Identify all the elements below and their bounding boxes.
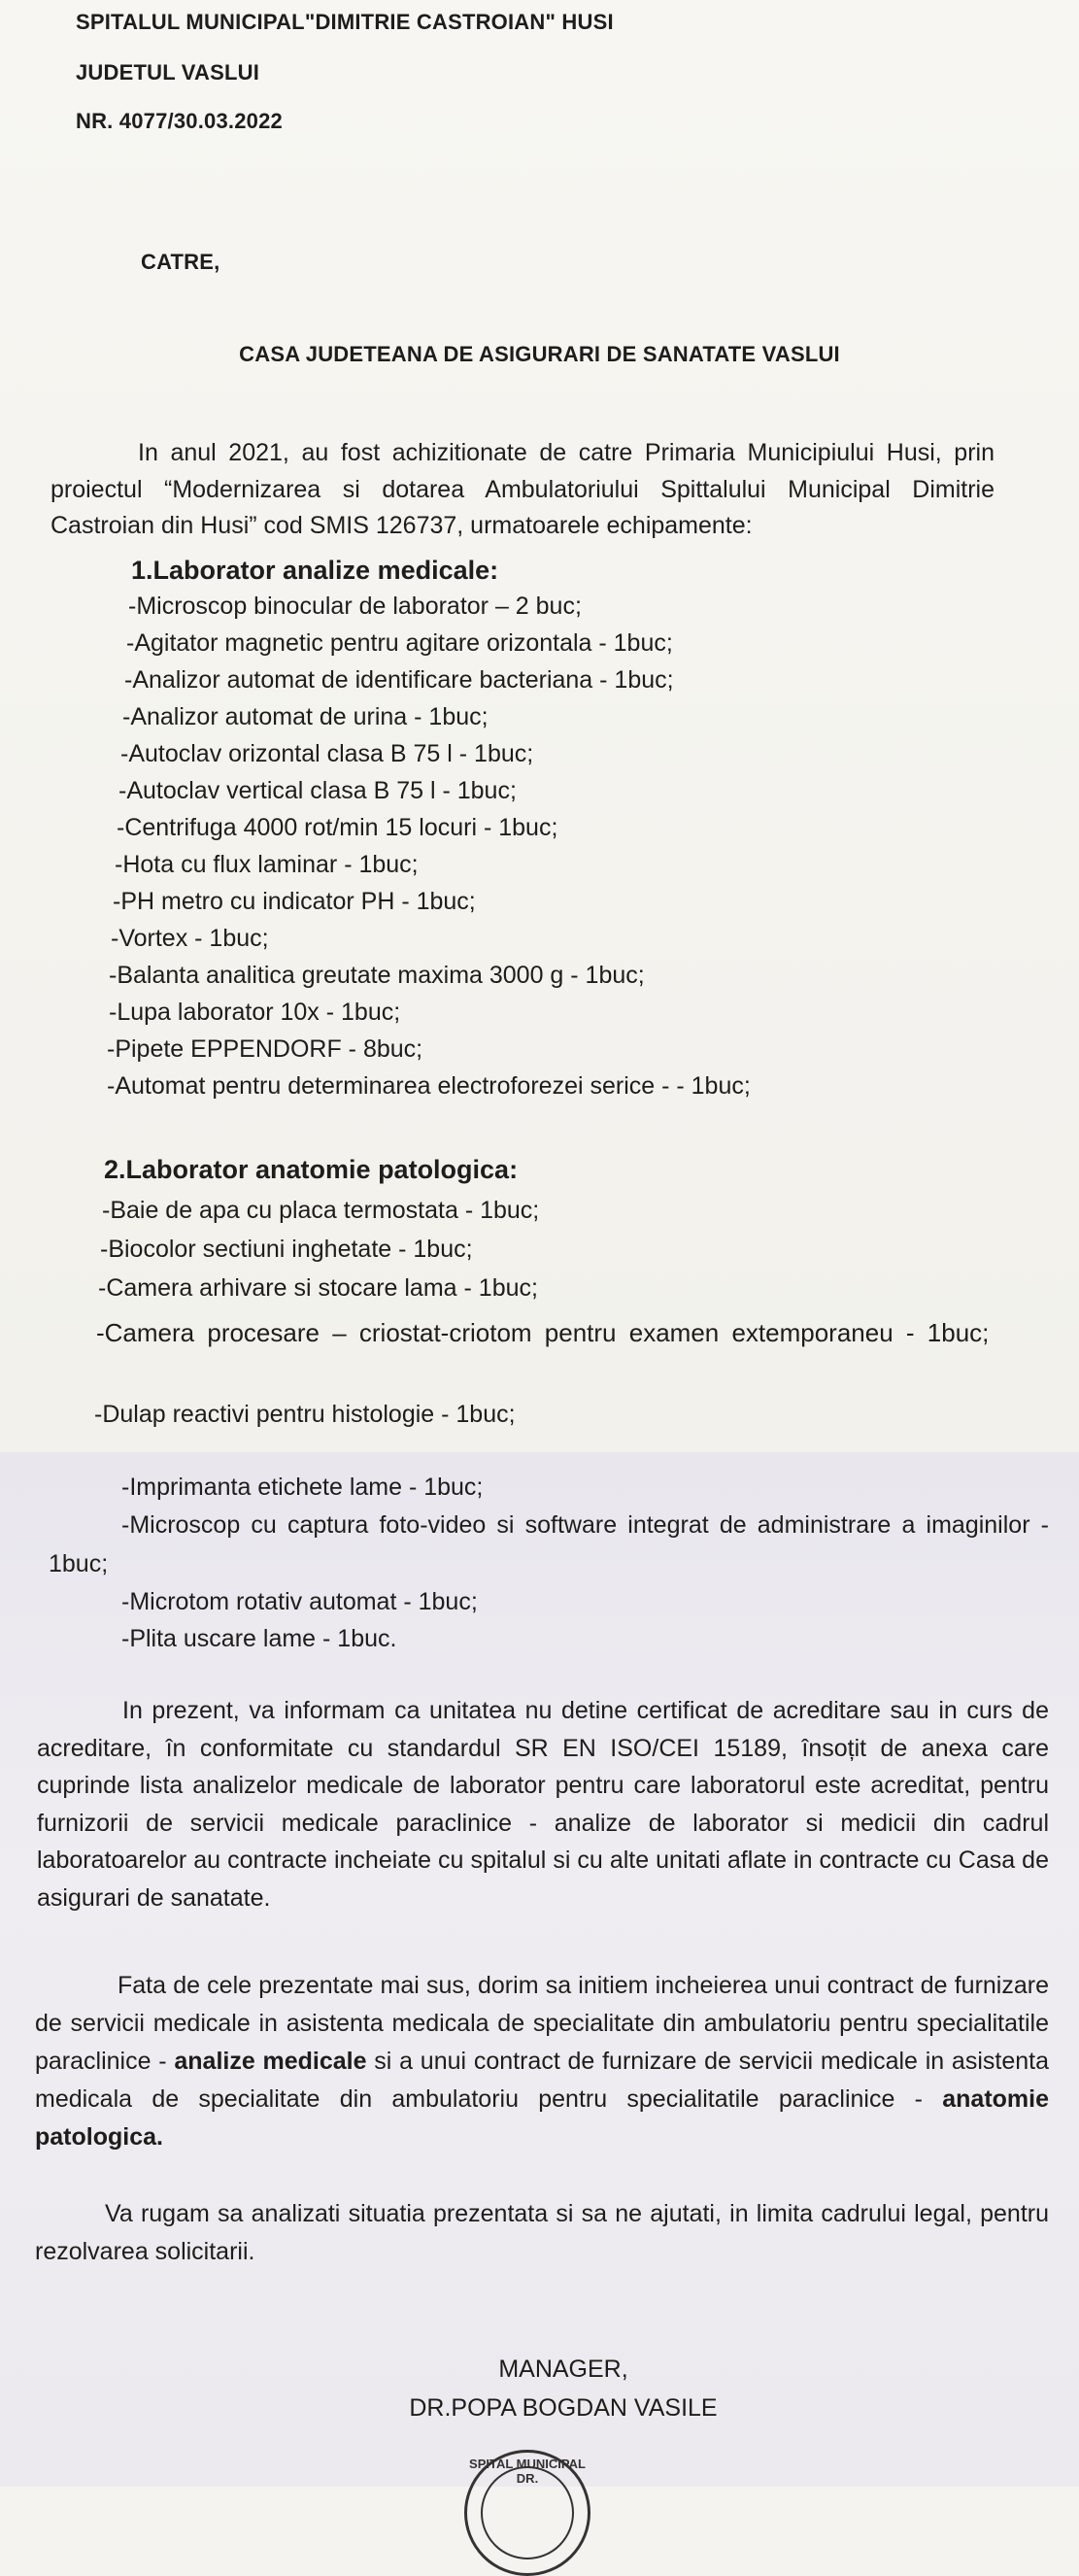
list-item: -Autoclav orizontal clasa B 75 l - 1buc; — [120, 740, 534, 767]
signature-role: MANAGER, — [498, 2356, 628, 2383]
list-item: -Centrifuga 4000 rot/min 15 locuri - 1buc; — [117, 814, 558, 841]
addressee-label: CATRE, — [141, 250, 220, 274]
list-item: -Balanta analitica greutate maxima 3000 g - 1buc; — [109, 962, 645, 989]
county-name: JUDETUL VASLUI — [76, 60, 260, 85]
list-item: -Microtom rotativ automat - 1buc; — [121, 1588, 478, 1615]
stamp-inner-ring — [481, 2466, 574, 2559]
accreditation-paragraph: In prezent, va informam ca unitatea nu detine certificat de acreditare sau in curs de acreditare, în conformitate cu standardul SR EN ISO/CEI 15189, însoțit de anexa care cuprinde lista analizelor medicale de laborator pentru care laboratorul este acreditat, pentru furnizorii de servicii medicale paraclinice - analize de laborator si medicii din cadrul laboratoarelor au contracte incheiate cu spitalul si cu alte unitati aflate in contracte cu Casa de asigurari de sanatate. — [37, 1697, 1049, 1912]
list-item: -Imprimanta etichete lame - 1buc; — [121, 1474, 484, 1501]
list-item: -Plita uscare lame - 1buc. — [121, 1625, 397, 1652]
list-item: -Lupa laborator 10x - 1buc; — [109, 999, 401, 1026]
addressee-institution: CASA JUDETEANA DE ASIGURARI DE SANATATE VASLUI — [239, 342, 840, 366]
list-item: -Pipete EPPENDORF - 8buc; — [107, 1035, 423, 1063]
list-item: -PH metro cu indicator PH - 1buc; — [113, 888, 476, 915]
request-emphasis-pathology: anatomie patologica. — [35, 2085, 1049, 2151]
stamp-text: SPITAL MUNICIPAL DR. — [469, 2457, 586, 2486]
list-item: -Analizor automat de urina - 1buc; — [122, 703, 489, 730]
registration-number: NR. 4077/30.03.2022 — [76, 109, 283, 133]
hospital-name: SPITALUL MUNICIPAL"DIMITRIE CASTROIAN" HUSI — [76, 10, 614, 34]
official-stamp — [464, 2450, 590, 2576]
list-item: -Autoclav vertical clasa B 75 l - 1buc; — [118, 777, 517, 804]
list-item: -Camera procesare – criostat-criotom pentru examen extemporaneu - 1buc; — [96, 1318, 990, 1347]
list-item: -Analizor automat de identificare bacteriana - 1buc; — [124, 666, 674, 694]
list-item: -Automat pentru determinarea electroforezei serice - - 1buc; — [107, 1072, 751, 1100]
request-emphasis-analyses: analize medicale — [174, 2048, 367, 2075]
section2-title: 2.Laborator anatomie patologica: — [104, 1155, 519, 1184]
list-item: -Camera arhivare si stocare lama - 1buc; — [98, 1274, 538, 1302]
intro-paragraph: In anul 2021, au fost achizitionate de catre Primaria Municipiului Husi, prin proiectul “Modernizarea si dotarea Ambulatoriului Spittalului Municipal Dimitrie Castroian din Husi” cod SMIS 126737, urmatoarele echipamente: — [51, 439, 995, 539]
request-paragraph — [35, 1967, 1049, 2156]
list-item: -Agitator magnetic pentru agitare orizontala - 1buc; — [126, 629, 673, 657]
list-item: -Baie de apa cu placa termostata - 1buc; — [102, 1197, 540, 1224]
closing-paragraph: Va rugam sa analizati situatia prezentata si sa ne ajutati, in limita cadrului legal, pentru rezolvarea solicitarii. — [35, 2200, 1049, 2265]
request-text: Fata de cele prezentate mai sus, dorim sa initiem incheierea unui contract de furnizare de servicii medicale in asistenta medicala de specialitate din ambulatoriu pentru specialitatile paraclinice - — [35, 1972, 1049, 2075]
list-item: -Microscop cu captura foto-video si software integrat de administrare a imaginilor - 1buc; — [49, 1511, 1049, 1577]
list-item: -Biocolor sectiuni inghetate - 1buc; — [100, 1236, 473, 1263]
list-item: -Vortex - 1buc; — [111, 925, 269, 952]
signature-name: DR.POPA BOGDAN VASILE — [409, 2394, 718, 2422]
list-item: -Hota cu flux laminar - 1buc; — [115, 851, 419, 878]
request-text: si a unui contract de furnizare de servicii medicale in asistenta medicala de specialitate din ambulatoriu pentru specialitatile paraclinice - — [35, 2048, 1049, 2113]
section1-title: 1.Laborator analize medicale: — [131, 556, 499, 585]
list-item: -Microscop binocular de laborator – 2 buc; — [128, 593, 582, 620]
list-item: -Dulap reactivi pentru histologie - 1buc; — [94, 1401, 516, 1428]
